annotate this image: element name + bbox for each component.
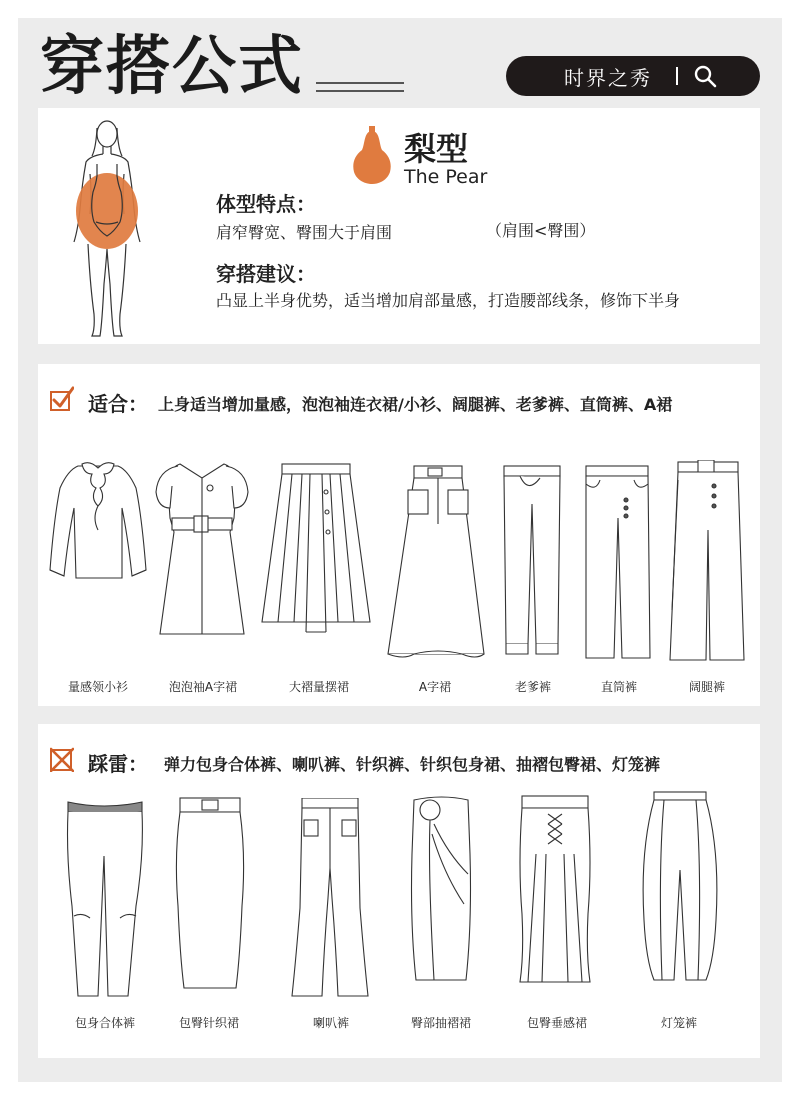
drape-skirt-icon: [520, 796, 590, 982]
item-caption: 老爹裤: [514, 680, 551, 694]
body-figure-icon: [60, 114, 154, 340]
item-caption: 大褶量摆裙: [288, 680, 349, 694]
search-icon[interactable]: [692, 63, 718, 89]
features-heading: 体型特点：: [216, 192, 316, 216]
advice-text: 凸显上半身优势，适当增加肩部量感，打造腰部线条，修饰下半身: [216, 291, 681, 310]
avoid-card: [38, 724, 760, 1058]
features-note: （肩围<臀围）: [486, 221, 596, 240]
suitable-description: 上身适当增加量感，泡泡袖连衣裙/小衫、阔腿裤、老爹裤、直筒裤、A裙: [158, 395, 673, 414]
features-text: 肩窄臀宽、臀围大于肩围: [216, 223, 393, 242]
a-line-skirt-icon: [388, 466, 484, 657]
pear-icon: [350, 126, 394, 184]
pleated-skirt-icon: [262, 464, 370, 632]
item-caption: 包臀针织裙: [178, 1016, 239, 1030]
shape-english-name: The Pear: [404, 166, 488, 188]
divider: [676, 67, 678, 85]
avoid-label: 踩雷：: [88, 752, 148, 776]
ruffle-blouse-icon: [48, 458, 148, 588]
brand-label: 时界之秀: [564, 65, 652, 90]
search-bar[interactable]: [506, 56, 760, 96]
title-decoration: [316, 82, 404, 98]
item-caption: A字裙: [418, 680, 452, 694]
lantern-pants-icon: [643, 792, 717, 980]
flare-pants-icon: [292, 798, 368, 996]
avoid-description: 弹力包身合体裤、喇叭裤、针织裤、针织包身裙、抽褶包臀裙、灯笼裤: [164, 755, 661, 774]
item-caption: 量感领小衫: [67, 680, 128, 694]
item-caption: 包身合体裤: [74, 1016, 135, 1030]
suitable-label: 适合：: [88, 392, 148, 416]
checkbox-checked-icon: [50, 386, 74, 412]
wide-leg-pants-icon: [670, 460, 744, 660]
knit-pencil-skirt-icon: [176, 798, 243, 988]
straight-pants-icon: [586, 466, 650, 658]
advice-heading: 穿搭建议：: [216, 262, 316, 286]
item-caption: 直筒裤: [600, 680, 637, 694]
page-title: 穿搭公式: [40, 30, 304, 104]
leggings-icon: [68, 802, 143, 996]
cross-mark-icon: [50, 746, 74, 772]
suitable-card: [38, 364, 760, 706]
ruched-skirt-icon: [412, 797, 471, 980]
item-caption: 喇叭裤: [312, 1016, 349, 1030]
shape-name: 梨型: [404, 130, 469, 168]
puff-sleeve-dress-icon: [156, 464, 248, 634]
item-caption: 包臀垂感裙: [526, 1016, 587, 1030]
body-shape-card: [38, 108, 760, 344]
dad-pants-icon: [504, 466, 560, 654]
item-caption: 臀部抽褶裙: [410, 1016, 471, 1030]
item-caption: 灯笼裤: [660, 1016, 697, 1030]
item-caption: 泡泡袖A字裙: [168, 680, 238, 694]
item-caption: 阔腿裤: [688, 680, 725, 694]
